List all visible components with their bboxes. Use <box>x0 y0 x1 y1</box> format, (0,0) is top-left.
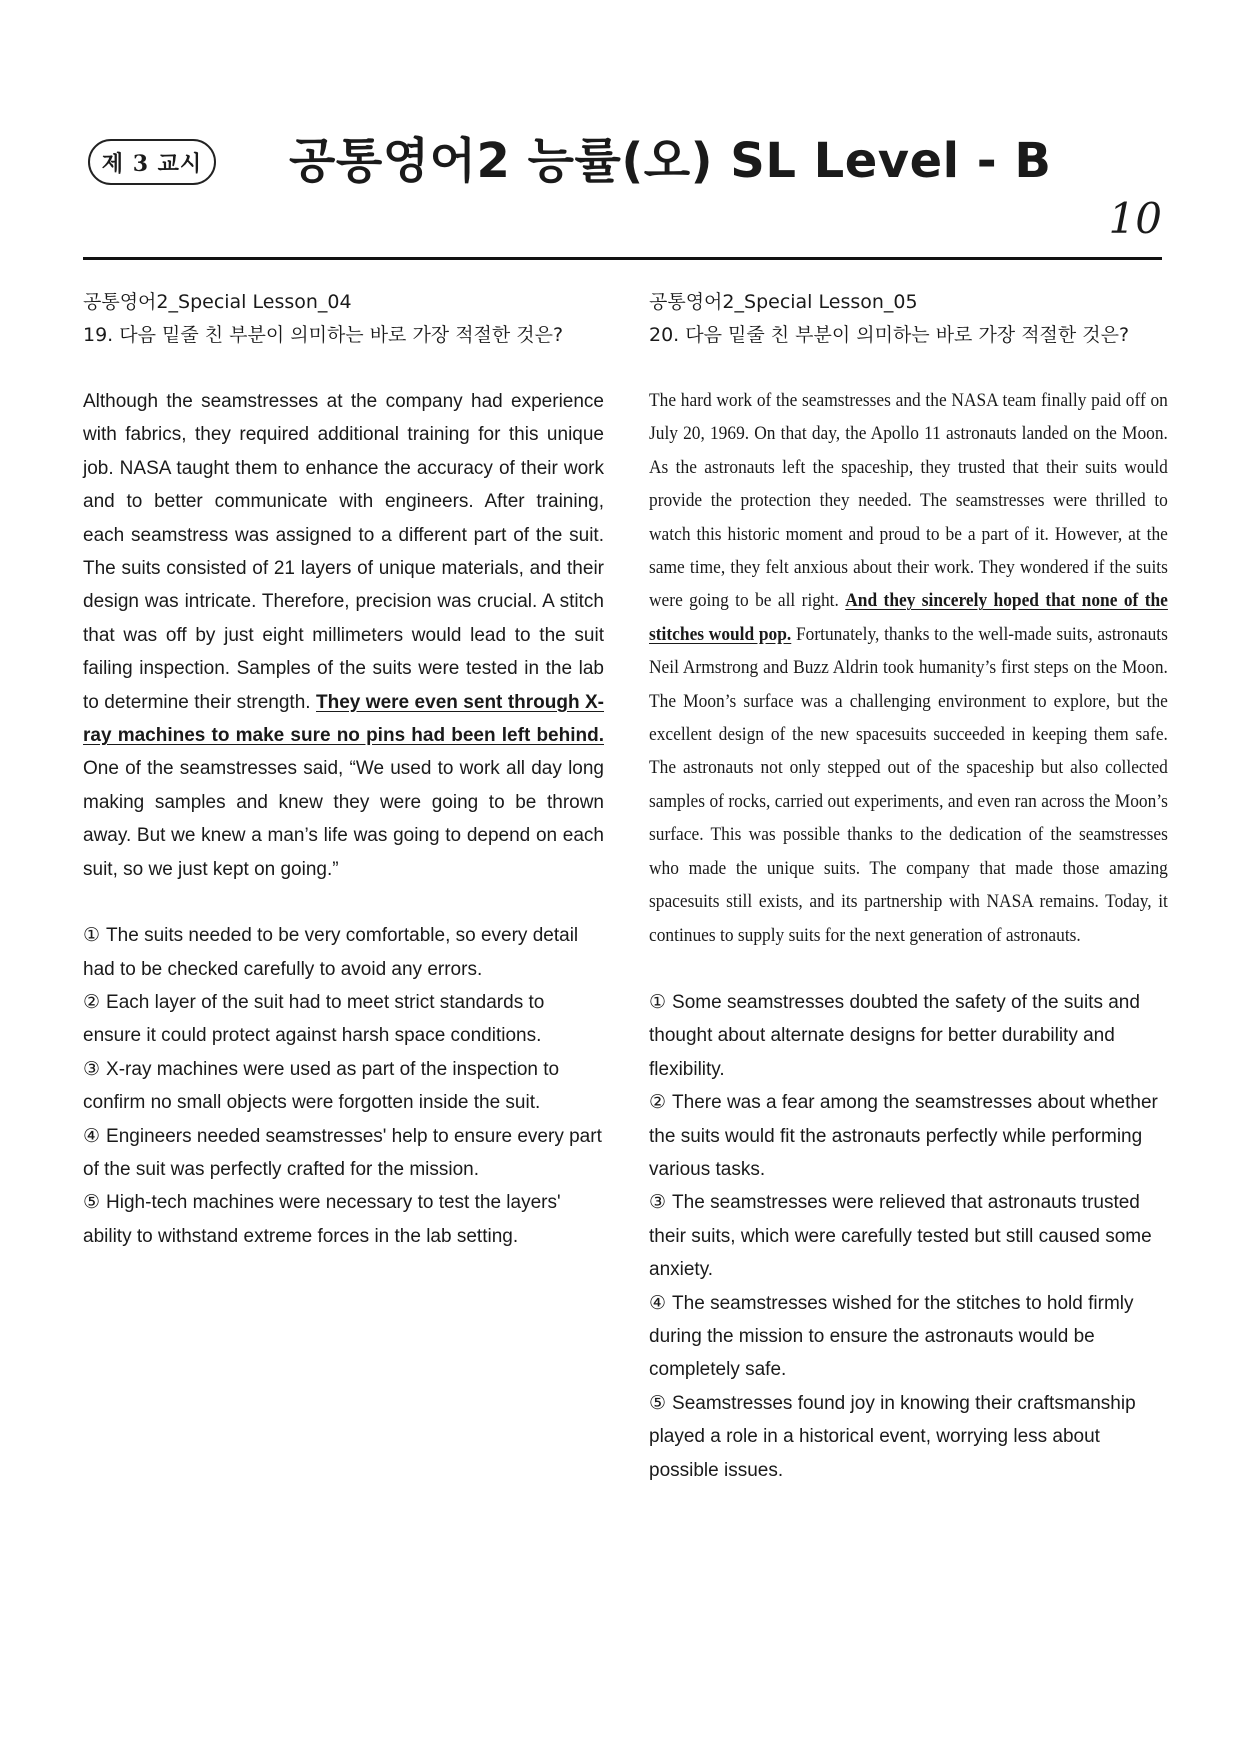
choice-text: X-ray machines were used as part of the inspection to confirm no small objects were forgotten inside the suit. <box>83 1058 560 1114</box>
question-19 <box>83 286 604 1253</box>
answer-choice-5[interactable] <box>649 1387 1168 1487</box>
choice-number: ④ <box>649 1292 667 1314</box>
choice-text: Some seamstresses doubted the safety of the suits and thought about alternate designs for better durability and flexibility. <box>649 991 1140 1080</box>
period-badge: 제 3 교시 <box>88 139 216 185</box>
answer-choice-4[interactable] <box>83 1120 604 1187</box>
underlined-sentence: And they sincerely hoped that none of the stitches would pop. <box>649 591 1168 645</box>
answer-choices <box>649 986 1168 1487</box>
question-prompt: 19. 다음 밑줄 친 부분이 의미하는 바로 가장 적절한 것은? <box>83 324 564 346</box>
choice-number: ① <box>83 925 101 947</box>
answer-choice-4[interactable] <box>649 1287 1168 1387</box>
underlined-sentence: They were even sent through X-ray machines to make sure no pins had been left behind. <box>83 691 605 747</box>
answer-choice-3[interactable] <box>649 1186 1168 1286</box>
choice-text: Engineers needed seamstresses' help to ensure every part of the suit was perfectly crafted for the mission. <box>83 1125 602 1180</box>
passage-text: The hard work of the seamstresses and the NASA team finally paid off on July 20, 1969. On that day, the Apollo 11 astronauts landed on the Moon. As the astronauts left the spaceship, they trusted that their suits would provide the protection they needed. The seamstresses were thrilled to watch this historic moment and proud to be a part of it. However, at the same time, they felt anxious about their work. They wondered if the suits were going to be all right. <box>649 391 1168 612</box>
choice-number: ③ <box>83 1058 101 1080</box>
question-20 <box>649 286 1168 1487</box>
answer-choice-2[interactable] <box>649 1086 1168 1186</box>
passage-text: Fortunately, thanks to the well-made suits, astronauts Neil Armstrong and Buzz Aldrin took humanity’s first steps on the Moon. The Moon’s surface was a challenging environment to explore, but the excellent design of the new spacesuits succeeded in keeping them safe. The astronauts not only stepped out of the spaceship but also collected samples of rocks, carried out experiments, and even ran across the Moon’s surface. This was possible thanks to the dedication of the seamstresses who made the unique suits. The company that made those amazing spacesuits still exists, and its partnership with NASA remains. Today, it continues to supply suits for the next generation of astronauts. <box>649 624 1168 946</box>
answer-choice-5[interactable] <box>83 1186 604 1253</box>
choice-number: ⑤ <box>83 1192 101 1214</box>
choice-number: ② <box>83 991 101 1013</box>
header-divider <box>83 257 1162 260</box>
answer-choice-1[interactable] <box>83 919 604 986</box>
answer-choices <box>83 919 604 1253</box>
page-title: 공통영어2 능률(오) SL Level - B <box>289 133 1052 189</box>
lesson-tag: 공통영어2_Special Lesson_05 <box>649 291 918 313</box>
choice-text: Each layer of the suit had to meet strict standards to ensure it could protect against harsh space conditions. <box>83 991 545 1047</box>
choice-text: There was a fear among the seamstresses about whether the suits would fit the astronauts perfectly while performing various tasks. <box>649 1092 1158 1180</box>
choice-text: Seamstresses found joy in knowing their craftsmanship played a role in a historical event, worrying less about possible issues. <box>649 1392 1136 1481</box>
page-number: 10 <box>1108 194 1162 243</box>
choice-number: ⑤ <box>649 1392 667 1414</box>
passage-text: Although the seamstresses at the company had experience with fabrics, they required additional training for this unique job. NASA taught them to enhance the accuracy of their work and to better communicate with engineers. After training, each seamstress was assigned to a different part of the suit. The suits consisted of 21 layers of unique materials, and their design was intricate. Therefore, precision was crucial. A stitch that was off by just eight millimeters would lead to the suit failing inspection. Samples of the suits were tested in the lab to determine their strength. <box>83 391 604 713</box>
reading-passage <box>83 385 604 886</box>
answer-choice-1[interactable] <box>649 986 1168 1086</box>
question-prompt: 20. 다음 밑줄 친 부분이 의미하는 바로 가장 적절한 것은? <box>649 324 1130 346</box>
lesson-tag: 공통영어2_Special Lesson_04 <box>83 291 352 313</box>
choice-text: The seamstresses were relieved that astronauts trusted their suits, which were carefully tested but still caused some anxiety. <box>649 1192 1152 1281</box>
choice-number: ④ <box>83 1125 101 1147</box>
answer-choice-2[interactable] <box>83 986 604 1053</box>
choice-text: The seamstresses wished for the stitches to hold firmly during the mission to ensure the astronauts would be completely safe. <box>649 1292 1134 1381</box>
passage-text: One of the seamstresses said, “We used to work all day long making samples and knew they were going to be thrown away. But we knew a man’s life was going to depend on each suit, so we just kept on going.” <box>83 758 604 880</box>
reading-passage <box>649 385 1168 953</box>
choice-number: ① <box>649 991 667 1013</box>
choice-text: The suits needed to be very comfortable, so every detail had to be checked carefully to avoid any errors. <box>83 925 579 980</box>
choice-text: High-tech machines were necessary to test the layers' ability to withstand extreme forces in the lab setting. <box>83 1192 561 1247</box>
answer-choice-3[interactable] <box>83 1053 604 1120</box>
choice-number: ② <box>649 1092 667 1114</box>
choice-number: ③ <box>649 1192 667 1214</box>
